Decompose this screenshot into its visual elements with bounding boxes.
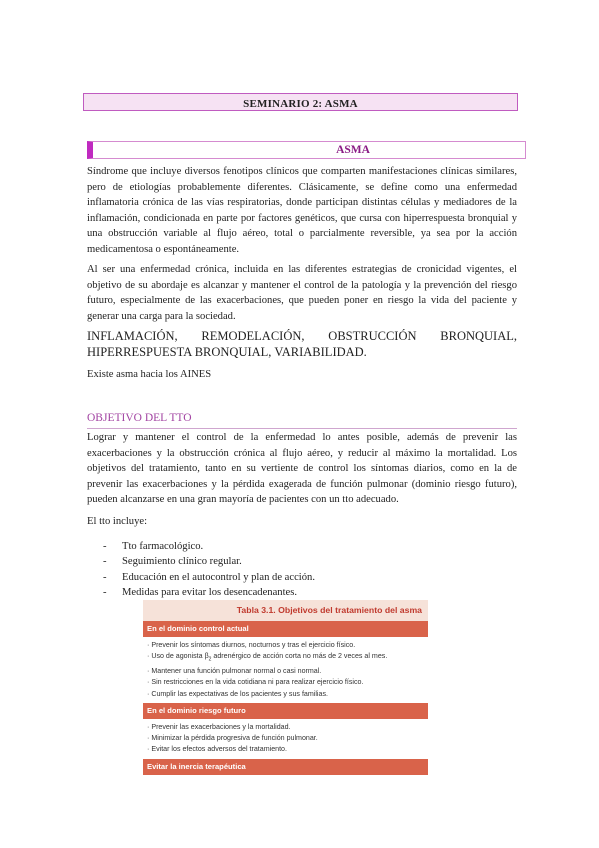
table-item: · Sin restricciones en la vida cotidiana ni para realizar ejercicio físico. (147, 678, 364, 687)
keywords-paragraph: INFLAMACIÓN, REMODELACIÓN, OBSTRUCCIÓN BRONQUIAL, HIPERRESPUESTA BRONQUIAL, VARIABILIDAD. (87, 329, 517, 359)
table-item: · Uso de agonista $\beta_2$ adrenérgico de acción corta no más de 2 veces al mes. (147, 652, 388, 663)
table-section-future-risk: En el dominio riesgo futuro (143, 703, 428, 719)
table-item: · Minimizar la pérdida progresiva de función pulmonar. (147, 734, 318, 743)
definition-paragraph: Síndrome que incluye diversos fenotipos clínicos que comparten manifestaciones clínicas similares, pero de etiologías probablemente diferentes. Clásicamente, se define como una enfermedad inflamatoria crónica de las vías respiratorias, donde participan distintas células y mediadores de la inflamación, condicionada en parte por factores genéticos, que cursa con hiperrespuesta bronquial y una obstrucción variable al flujo aéreo, total o parcialmente reversible, ya sea por la acción medicamentosa o espontáneamente. (87, 166, 517, 255)
table-item: · Prevenir las exacerbaciones y la mortalidad. (147, 722, 291, 731)
document-title-box (83, 93, 518, 111)
chronic-disease-paragraph: Al ser una enfermedad crónica, incluida en las diferentes estrategias de cronicidad vigentes, el objetivo de su abordaje es alcanzar y mantener el control de la patología y la prevención del riesgo futuro, especialmente de las exacerbaciones, que pueden poner en riesgo la vida del paciente y generar una carga para la sociedad. (87, 264, 517, 322)
list-item: - Medidas para evitar los desencadenantes. (103, 586, 298, 598)
section-header-box (87, 141, 526, 159)
aines-paragraph: Existe asma hacia los AINES (87, 369, 212, 380)
objective-subheading-box (87, 408, 517, 429)
table-title-bar (143, 600, 428, 621)
treatment-list (103, 539, 503, 600)
table-item: · Mantener una función pulmonar normal o casi normal. (147, 667, 322, 675)
objective-paragraph: Lograr y mantener el control de la enfermedad lo antes posible, además de prevenir las exacerbaciones y la obstrucción crónica al flujo aéreo, y reducir al máximo la mortalidad. Los objetivos del tratamiento, tanto en su vertiente de control los síntomas diarios, como en la de prevenir las exacerbaciones y la pérdida exagerada de función pulmonar (dominio riesgo futuro), pueden alcanzarse en una gran mayoría de pacientes con un tto adecuado. (87, 432, 517, 506)
table-section-current-control: En el dominio control actual (143, 621, 428, 637)
table-item: · Evitar los efectos adversos del tratamiento. (147, 745, 287, 754)
document-title: SEMINARIO 2: ASMA (243, 98, 358, 110)
table-item: · Cumplir las expectativas de los pacientes y sus familias. (147, 689, 328, 698)
list-item: - Tto farmacológico. (103, 541, 204, 552)
treatment-includes-label: El tto incluye: (87, 516, 148, 527)
table-item: · Prevenir los síntomas diurnos, nocturnos y tras el ejercicio físico. (147, 641, 356, 649)
table-section-body (143, 637, 428, 703)
list-item: - Seguimiento clínico regular. (103, 556, 242, 568)
table-section-therapeutic-inertia: Evitar la inercia terapéutica (143, 759, 428, 775)
table-section-body (143, 719, 428, 759)
objective-subheading: OBJETIVO DEL TTO (87, 412, 192, 424)
section-title: ASMA (336, 144, 370, 156)
table-title: Tabla 3.1. Objetivos del tratamiento del asma (236, 605, 422, 615)
list-item: - Educación en el autocontrol y plan de acción. (103, 571, 315, 583)
treatment-objectives-table (143, 600, 428, 773)
